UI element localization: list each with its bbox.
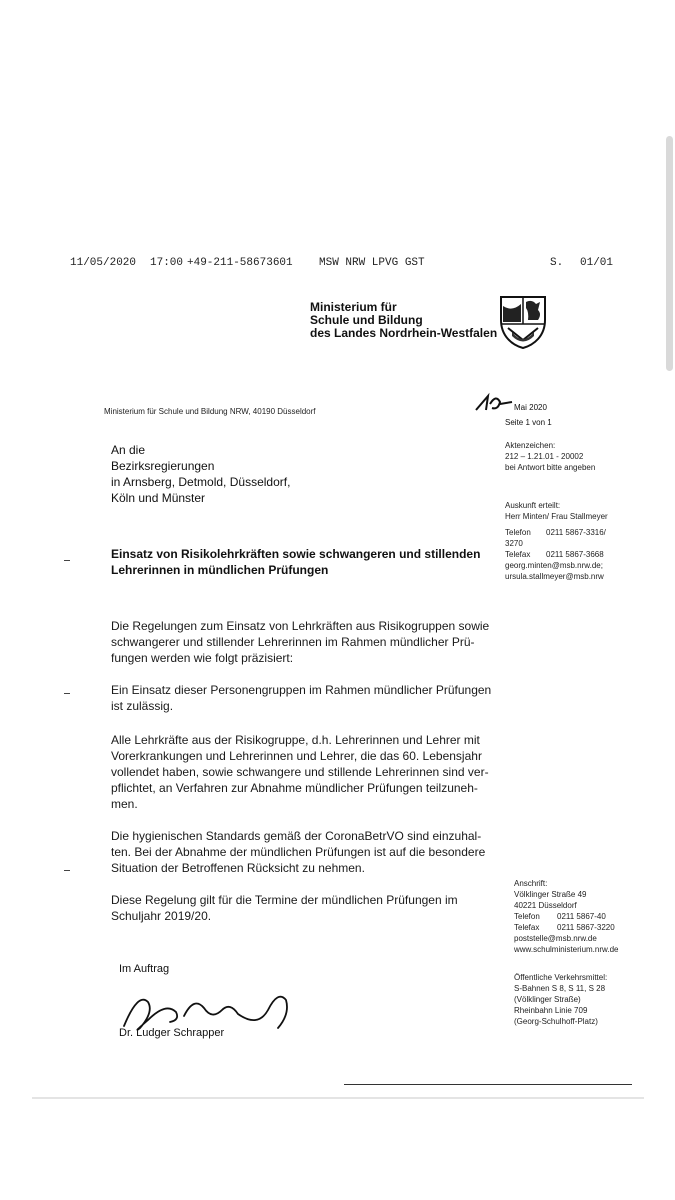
fax-time: 17:00 (150, 257, 184, 269)
page-bottom-edge (32, 1097, 644, 1099)
telefon-label: Telefon (514, 912, 540, 921)
transit-line: (Georg-Schulhoff-Platz) (514, 1017, 598, 1026)
recipient-line: An die (111, 443, 146, 457)
reference-block (505, 440, 595, 473)
fold-mark (64, 870, 70, 871)
fax-date: 11/05/2020 (70, 257, 137, 269)
recipient-line: Köln und Münster (111, 491, 206, 505)
contact-block (505, 500, 608, 582)
contact-email: ursula.stallmeyer@msb.nrw (505, 572, 604, 581)
reference-note: bei Antwort bitte angeben (505, 463, 596, 472)
paragraph-line: Die hygienischen Standards gemäß der CoronaBetrVO sind einzuhal- (111, 829, 482, 843)
paragraph-line: Vorerkrankungen und Lehrerinnen und Lehrer, die das 60. Lebensjahr (111, 749, 482, 763)
transit-line: S-Bahnen S 8, S 11, S 28 (514, 984, 606, 993)
subject-line: Einsatz von Risikolehrkräften sowie schwangeren und stillenden (111, 547, 481, 561)
transit-line: Rheinbahn Linie 709 (514, 1006, 588, 1015)
body-paragraph (111, 618, 489, 666)
fax-page-label: S. (550, 257, 564, 269)
paragraph-line: Ein Einsatz dieser Personengruppen im Rahmen mündlicher Prüfungen (111, 683, 492, 697)
reference-label: Aktenzeichen: (505, 441, 556, 450)
fold-mark (64, 560, 70, 561)
fax-number: +49-211-58673601 (187, 257, 293, 269)
letter-date: Mai 2020 (514, 403, 547, 412)
fax-sender-id: MSW NRW LPVG GST (319, 257, 425, 269)
telefax-label: Telefax (514, 923, 540, 932)
letter-subject (111, 546, 480, 578)
reference-number: 212 – 1.21.01 - 20002 (505, 452, 584, 461)
ministry-line: Ministerium für (310, 300, 397, 314)
body-paragraph (111, 892, 458, 924)
recipient-address (111, 442, 290, 506)
telefax-value: 0211 5867-3220 (557, 923, 615, 932)
telefax-value: 0211 5867-3668 (546, 550, 604, 559)
contact-telefax-row (505, 549, 608, 560)
handwritten-date-icon (474, 392, 514, 414)
paragraph-line: Situation der Betroffenen Rücksicht zu nehmen. (111, 861, 365, 875)
paragraph-line: men. (111, 797, 138, 811)
telefax-label: Telefax (505, 550, 531, 559)
address-web: www.schulministerium.nrw.de (514, 945, 619, 954)
contact-persons: Herr Minten/ Frau Stallmeyer (505, 512, 608, 521)
address-email: poststelle@msb.nrw.de (514, 934, 597, 943)
ministry-name (310, 301, 497, 340)
paragraph-line: pflichtet, an Verfahren zur Abnahme mündlicher Prüfungen teilzuneh- (111, 781, 478, 795)
contact-telefon-row (505, 527, 608, 538)
signatory-name: Dr. Ludger Schrapper (119, 1027, 225, 1039)
body-paragraph (111, 732, 489, 812)
fold-mark (64, 693, 70, 694)
paragraph-line: schwangerer und stillender Lehrerinnen im Rahmen mündlicher Prü- (111, 635, 475, 649)
ministry-address-block (514, 878, 618, 955)
transit-block (514, 972, 607, 1027)
address-label: Anschrift: (514, 879, 548, 888)
fax-page-count: 01/01 (580, 257, 614, 269)
body-paragraph (111, 682, 491, 714)
fax-document-page (32, 250, 644, 1098)
address-telefax-row (514, 922, 618, 933)
address-city: 40221 Düsseldorf (514, 901, 577, 910)
paragraph-line: ten. Bei der Abnahme der mündlichen Prüfungen ist auf die besondere (111, 845, 486, 859)
recipient-line: Bezirksregierungen (111, 459, 215, 473)
subject-line: Lehrerinnen in mündlichen Prüfungen (111, 563, 329, 577)
telefon-extension: 3270 (505, 539, 523, 548)
address-street: Völklinger Straße 49 (514, 890, 587, 899)
body-paragraph (111, 828, 485, 876)
paragraph-line: fungen werden wie folgt präzisiert: (111, 651, 294, 665)
page-of: Seite 1 von 1 (505, 418, 552, 427)
contact-email: georg.minten@msb.nrw.de; (505, 561, 603, 570)
footer-rule (344, 1084, 632, 1085)
paragraph-line: Diese Regelung gilt für die Termine der mündlichen Prüfungen im (111, 893, 458, 907)
paragraph-line: ist zulässig. (111, 699, 174, 713)
paragraph-line: Die Regelungen zum Einsatz von Lehrkräften aus Risikogruppen sowie (111, 619, 490, 633)
recipient-line: in Arnsberg, Detmold, Düsseldorf, (111, 475, 291, 489)
telefon-value: 0211 5867-40 (557, 912, 606, 921)
paragraph-line: Alle Lehrkräfte aus der Risikogruppe, d.h. Lehrerinnen und Lehrer mit (111, 733, 480, 747)
address-telefon-row (514, 911, 618, 922)
ministry-line: Schule und Bildung (310, 313, 423, 327)
paragraph-line: Schuljahr 2019/20. (111, 909, 212, 923)
nrw-crest-icon (498, 294, 548, 350)
telefon-label: Telefon (505, 528, 531, 537)
scrollbar[interactable] (666, 136, 673, 371)
paragraph-line: vollendet haben, sowie schwangere und stillende Lehrerinnen sind ver- (111, 765, 489, 779)
closing-phrase: Im Auftrag (119, 963, 170, 975)
sender-address-line: Ministerium für Schule und Bildung NRW, 40190 Düsseldorf (104, 407, 316, 416)
transit-label: Öffentliche Verkehrsmittel: (514, 973, 608, 982)
ministry-line: des Landes Nordrhein-Westfalen (310, 326, 498, 340)
contact-label: Auskunft erteilt: (505, 501, 561, 510)
transit-line: (Völklinger Straße) (514, 995, 581, 1004)
telefon-value: 0211 5867-3316/ (546, 528, 606, 537)
